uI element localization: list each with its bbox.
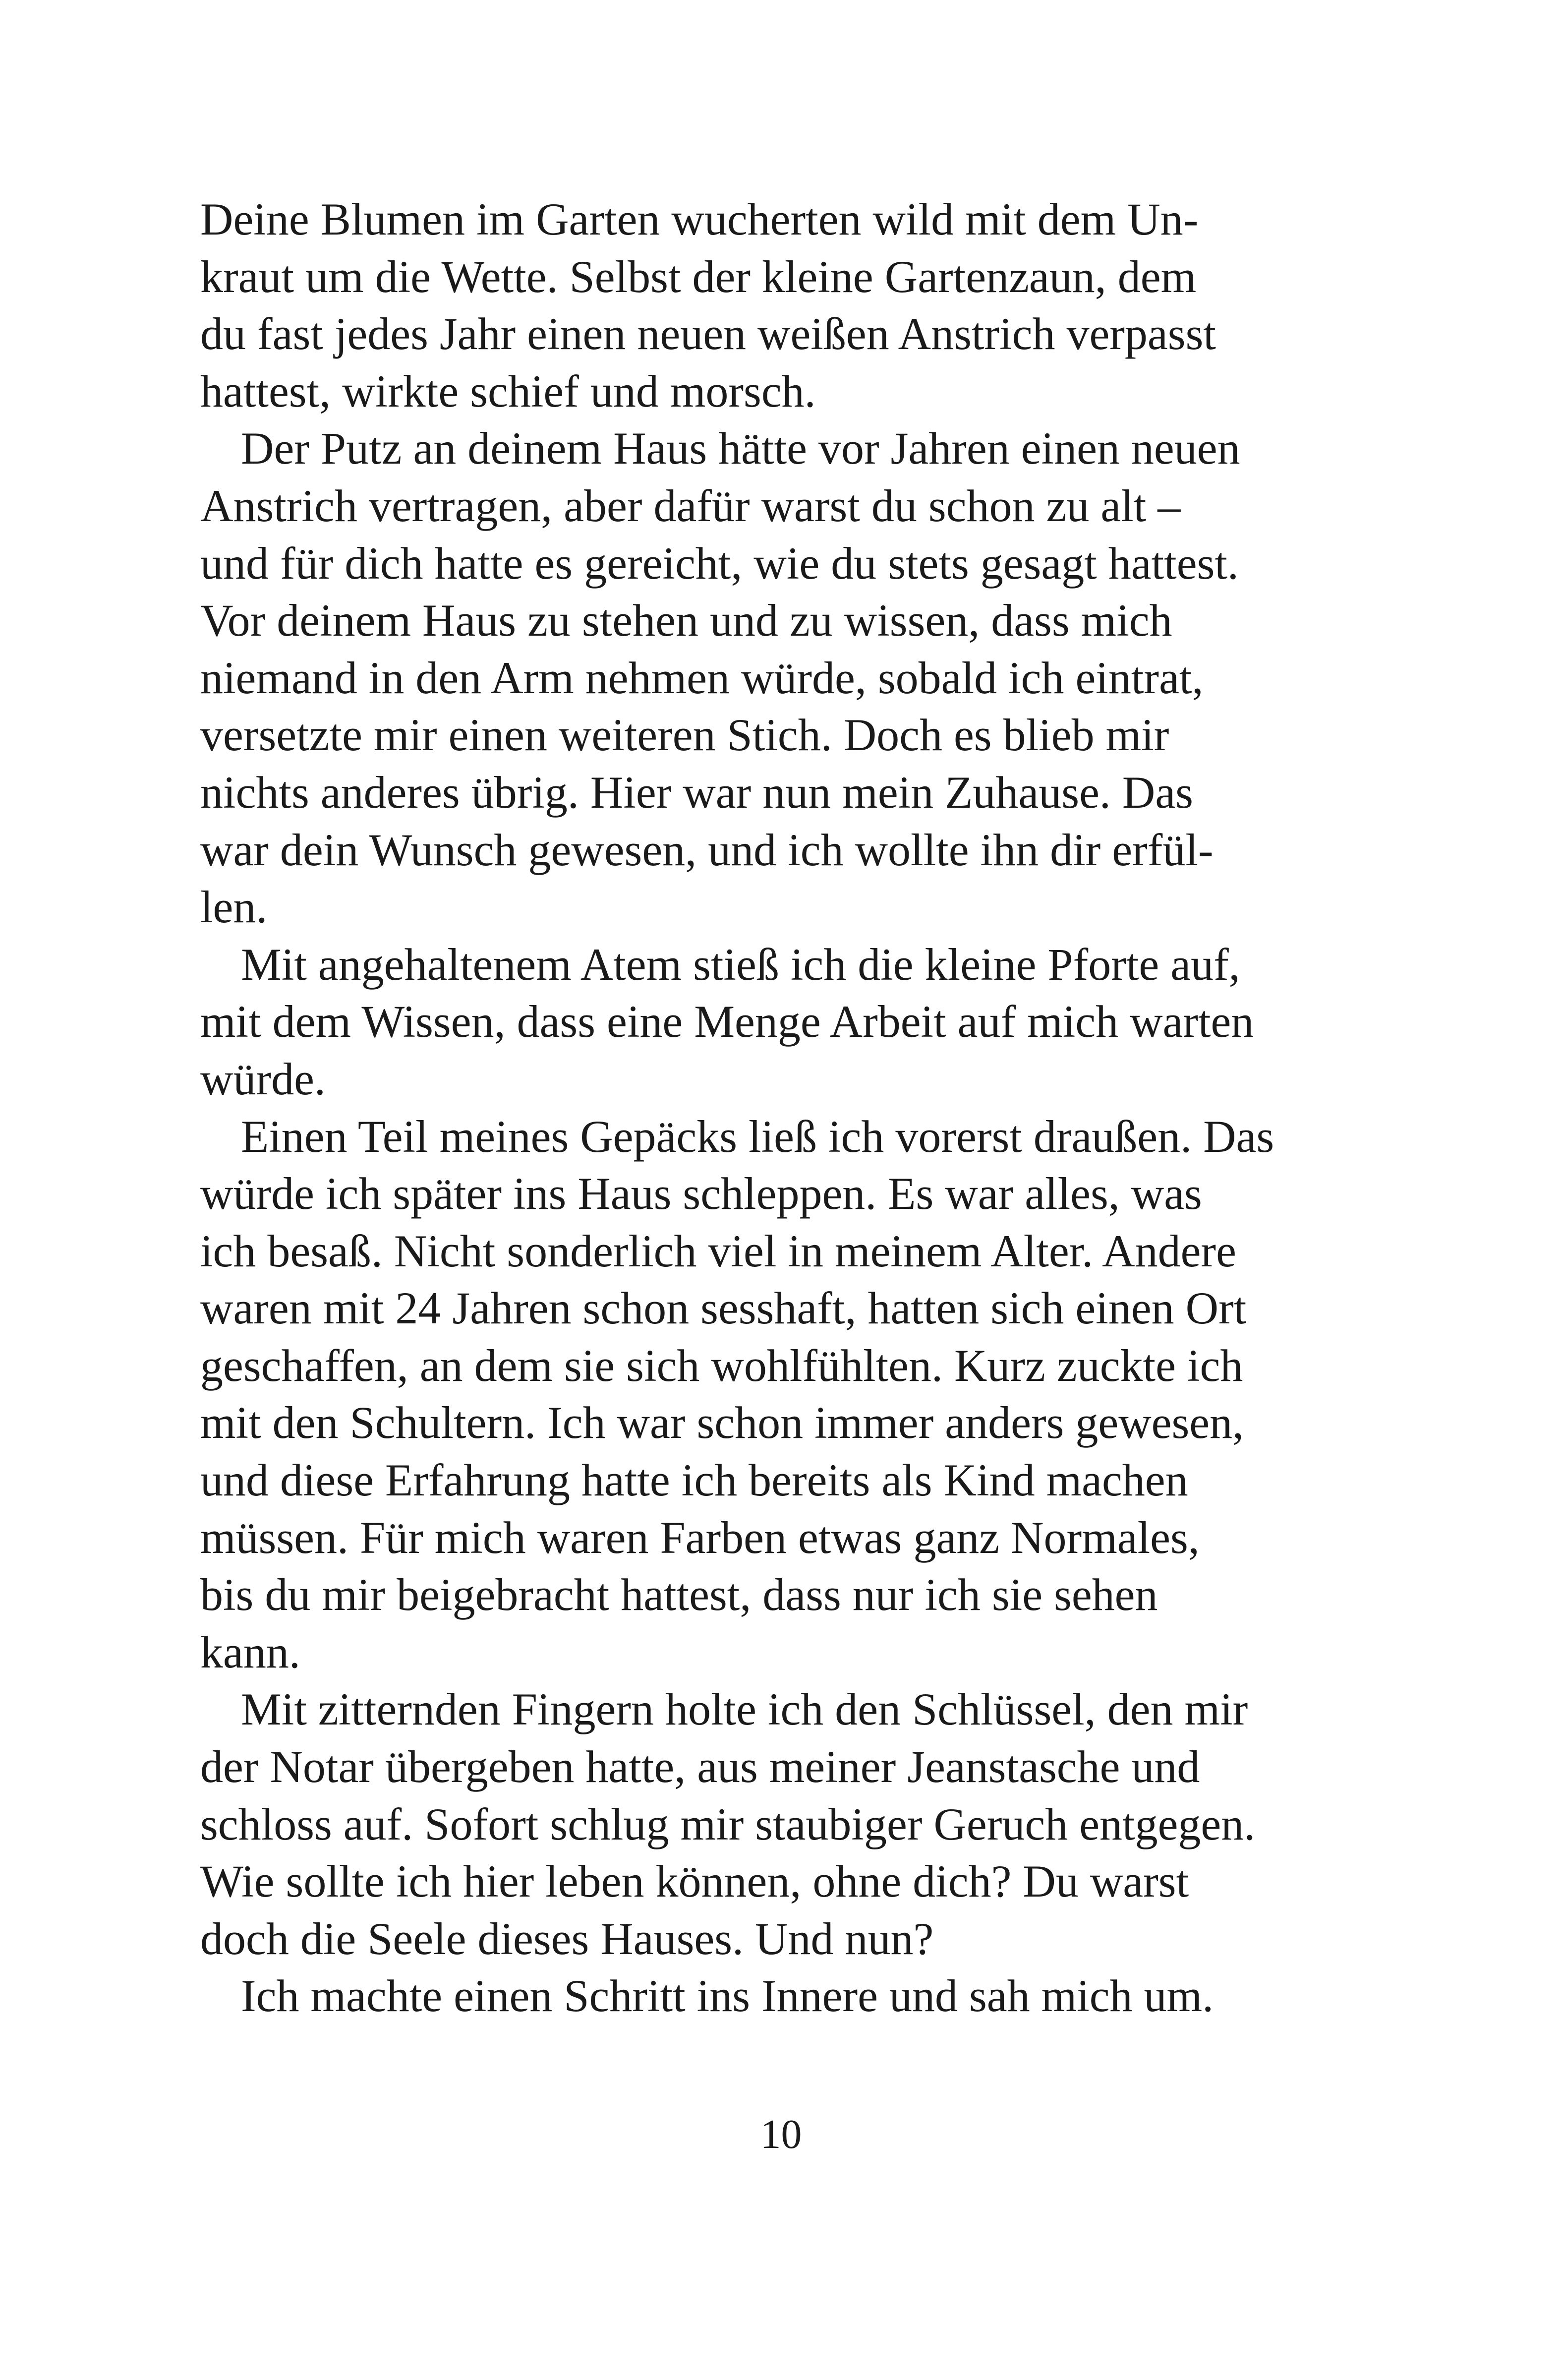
text-line: kann. bbox=[200, 1626, 300, 1677]
text-line: niemand in den Arm nehmen würde, sobald ich eintrat, bbox=[200, 652, 1204, 703]
text-line: nichts anderes übrig. Hier war nun mein Zuhause. Das bbox=[200, 767, 1193, 818]
text-line: du fast jedes Jahr einen neuen weißen Anstrich verpasst bbox=[200, 308, 1216, 359]
paragraph-first-line: Ich machte einen Schritt ins Innere und sah mich um. bbox=[241, 1970, 1214, 2022]
text-line: Vor deinem Haus zu stehen und zu wissen, dass mich bbox=[200, 595, 1172, 646]
paragraph-first-line: Einen Teil meines Gepäcks ließ ich vorerst draußen. Das bbox=[241, 1111, 1274, 1162]
paragraph-first-line: Mit zitternden Fingern holte ich den Schlüssel, den mir bbox=[241, 1684, 1248, 1735]
text-line: versetzte mir einen weiteren Stich. Doch es blieb mir bbox=[200, 710, 1169, 761]
text-line: doch die Seele dieses Hauses. Und nun? bbox=[200, 1913, 934, 1964]
text-line: würde ich später ins Haus schleppen. Es war alles, was bbox=[200, 1168, 1202, 1219]
text-line: müssen. Für mich waren Farben etwas ganz Normales, bbox=[200, 1512, 1200, 1563]
paragraph-first-line: Mit angehaltenem Atem stieß ich die kleine Pforte auf, bbox=[241, 939, 1240, 990]
text-line: hattest, wirkte schief und morsch. bbox=[200, 365, 816, 416]
paragraph-first-line: Der Putz an deinem Haus hätte vor Jahren einen neuen bbox=[241, 423, 1240, 474]
text-line: Wie sollte ich hier leben können, ohne dich? Du warst bbox=[200, 1856, 1189, 1907]
text-line: geschaffen, an dem sie sich wohlfühlten. Kurz zuckte ich bbox=[200, 1340, 1243, 1391]
text-line: und diese Erfahrung hatte ich bereits als Kind machen bbox=[200, 1455, 1188, 1506]
text-line: len. bbox=[200, 882, 268, 933]
text-line: und für dich hatte es gereicht, wie du stets gesagt hattest. bbox=[200, 537, 1239, 589]
body-text bbox=[200, 191, 1370, 2025]
page-number: 10 bbox=[760, 2111, 802, 2157]
text-line: der Notar übergeben hatte, aus meiner Jeanstasche und bbox=[200, 1741, 1200, 1792]
text-line: kraut um die Wette. Selbst der kleine Gartenzaun, dem bbox=[200, 251, 1197, 302]
text-line: würde. bbox=[200, 1053, 326, 1104]
text-line: ich besaß. Nicht sonderlich viel in meinem Alter. Andere bbox=[200, 1225, 1236, 1276]
text-line: waren mit 24 Jahren schon sesshaft, hatten sich einen Ort bbox=[200, 1283, 1247, 1334]
text-line: mit den Schultern. Ich war schon immer anders gewesen, bbox=[200, 1397, 1244, 1448]
text-line: bis du mir beigebracht hattest, dass nur ich sie sehen bbox=[200, 1569, 1158, 1620]
text-line: Deine Blumen im Garten wucherten wild mit dem Un- bbox=[200, 194, 1199, 244]
text-line: Anstrich vertragen, aber dafür warst du schon zu alt – bbox=[200, 480, 1181, 531]
text-line: schloss auf. Sofort schlug mir staubiger Geruch entgegen. bbox=[200, 1798, 1256, 1849]
text-line: mit dem Wissen, dass eine Menge Arbeit auf mich warten bbox=[200, 996, 1254, 1047]
text-line: war dein Wunsch gewesen, und ich wollte ihn dir erfül- bbox=[200, 824, 1214, 875]
